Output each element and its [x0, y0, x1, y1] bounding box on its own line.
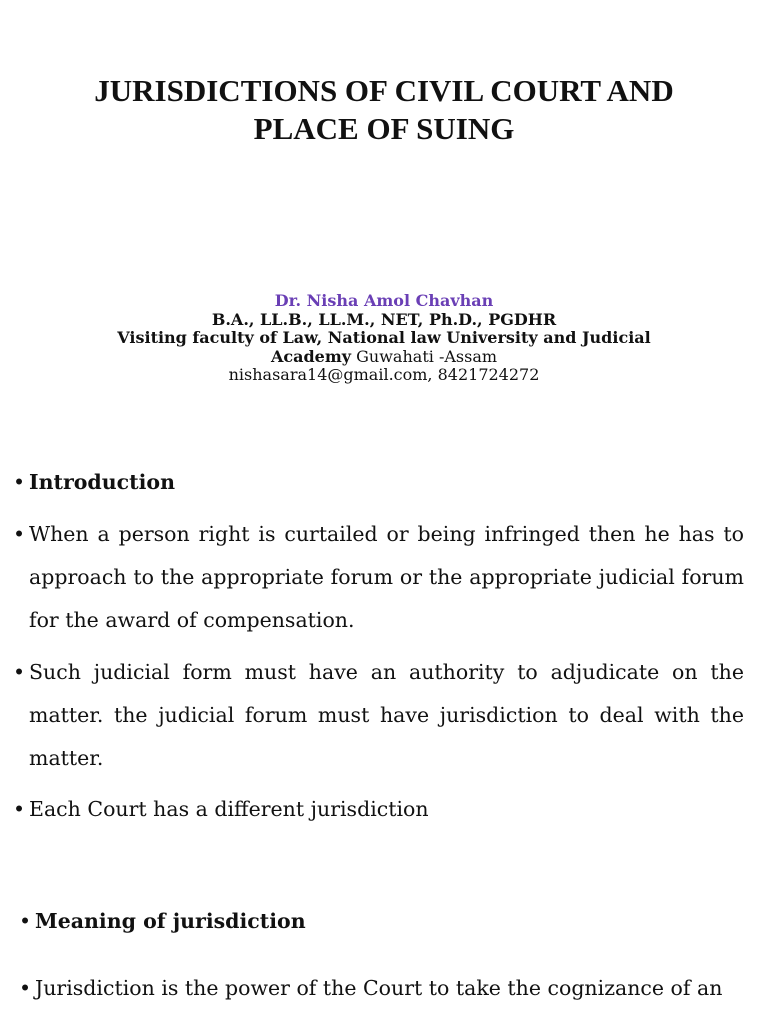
bullet-marker: •: [13, 660, 26, 684]
bullet-marker: •: [13, 470, 26, 494]
author-degrees: B.A., LL.B., LL.M., NET, Ph.D., PGDHR: [211, 309, 557, 329]
bullet-marker: •: [19, 909, 32, 933]
author-affiliation-line-2: [84, 348, 684, 367]
author-location: Guwahati -Assam: [351, 346, 498, 366]
bullet-marker: •: [13, 522, 26, 546]
paragraph-3-text: Each Court has a different jurisdiction: [29, 797, 429, 821]
author-name: Dr. Nisha Amol Chavhan: [274, 291, 494, 310]
paragraph-1-text: When a person right is curtailed or being infringed then he has to approach to the appropriate forum or the appropriate judicial forum for the award of compensation.: [29, 522, 744, 632]
author-affiliation-line-1: Visiting faculty of Law, National law University and Judicial: [117, 328, 651, 347]
bullet-paragraph-4: [19, 967, 746, 1010]
bullet-marker: •: [19, 976, 32, 1000]
bullet-introduction: [13, 461, 744, 504]
bullet-paragraph-3: [13, 788, 744, 831]
bullet-marker: •: [13, 797, 26, 821]
paragraph-2-text: Such judicial form must have an authority to adjudicate on the matter. the judicial forum must have jurisdiction to deal with the matter.: [29, 660, 744, 770]
paragraph-4-text: Jurisdiction is the power of the Court to take the cognizance of an: [35, 976, 723, 1000]
document-title: [40, 72, 728, 148]
bullet-meaning-of-jurisdiction: [19, 900, 744, 943]
title-line-1: JURISDICTIONS OF CIVIL COURT AND: [94, 73, 674, 108]
author-academy: Academy: [270, 346, 352, 366]
meaning-heading: Meaning of jurisdiction: [35, 909, 306, 933]
title-line-2: PLACE OF SUING: [253, 111, 515, 146]
author-block: [84, 292, 684, 385]
bullet-paragraph-1: [13, 513, 744, 642]
bullet-paragraph-2: [13, 651, 744, 780]
introduction-heading: Introduction: [29, 470, 175, 494]
author-contact: nishasara14@gmail.com, 8421724272: [228, 365, 540, 384]
